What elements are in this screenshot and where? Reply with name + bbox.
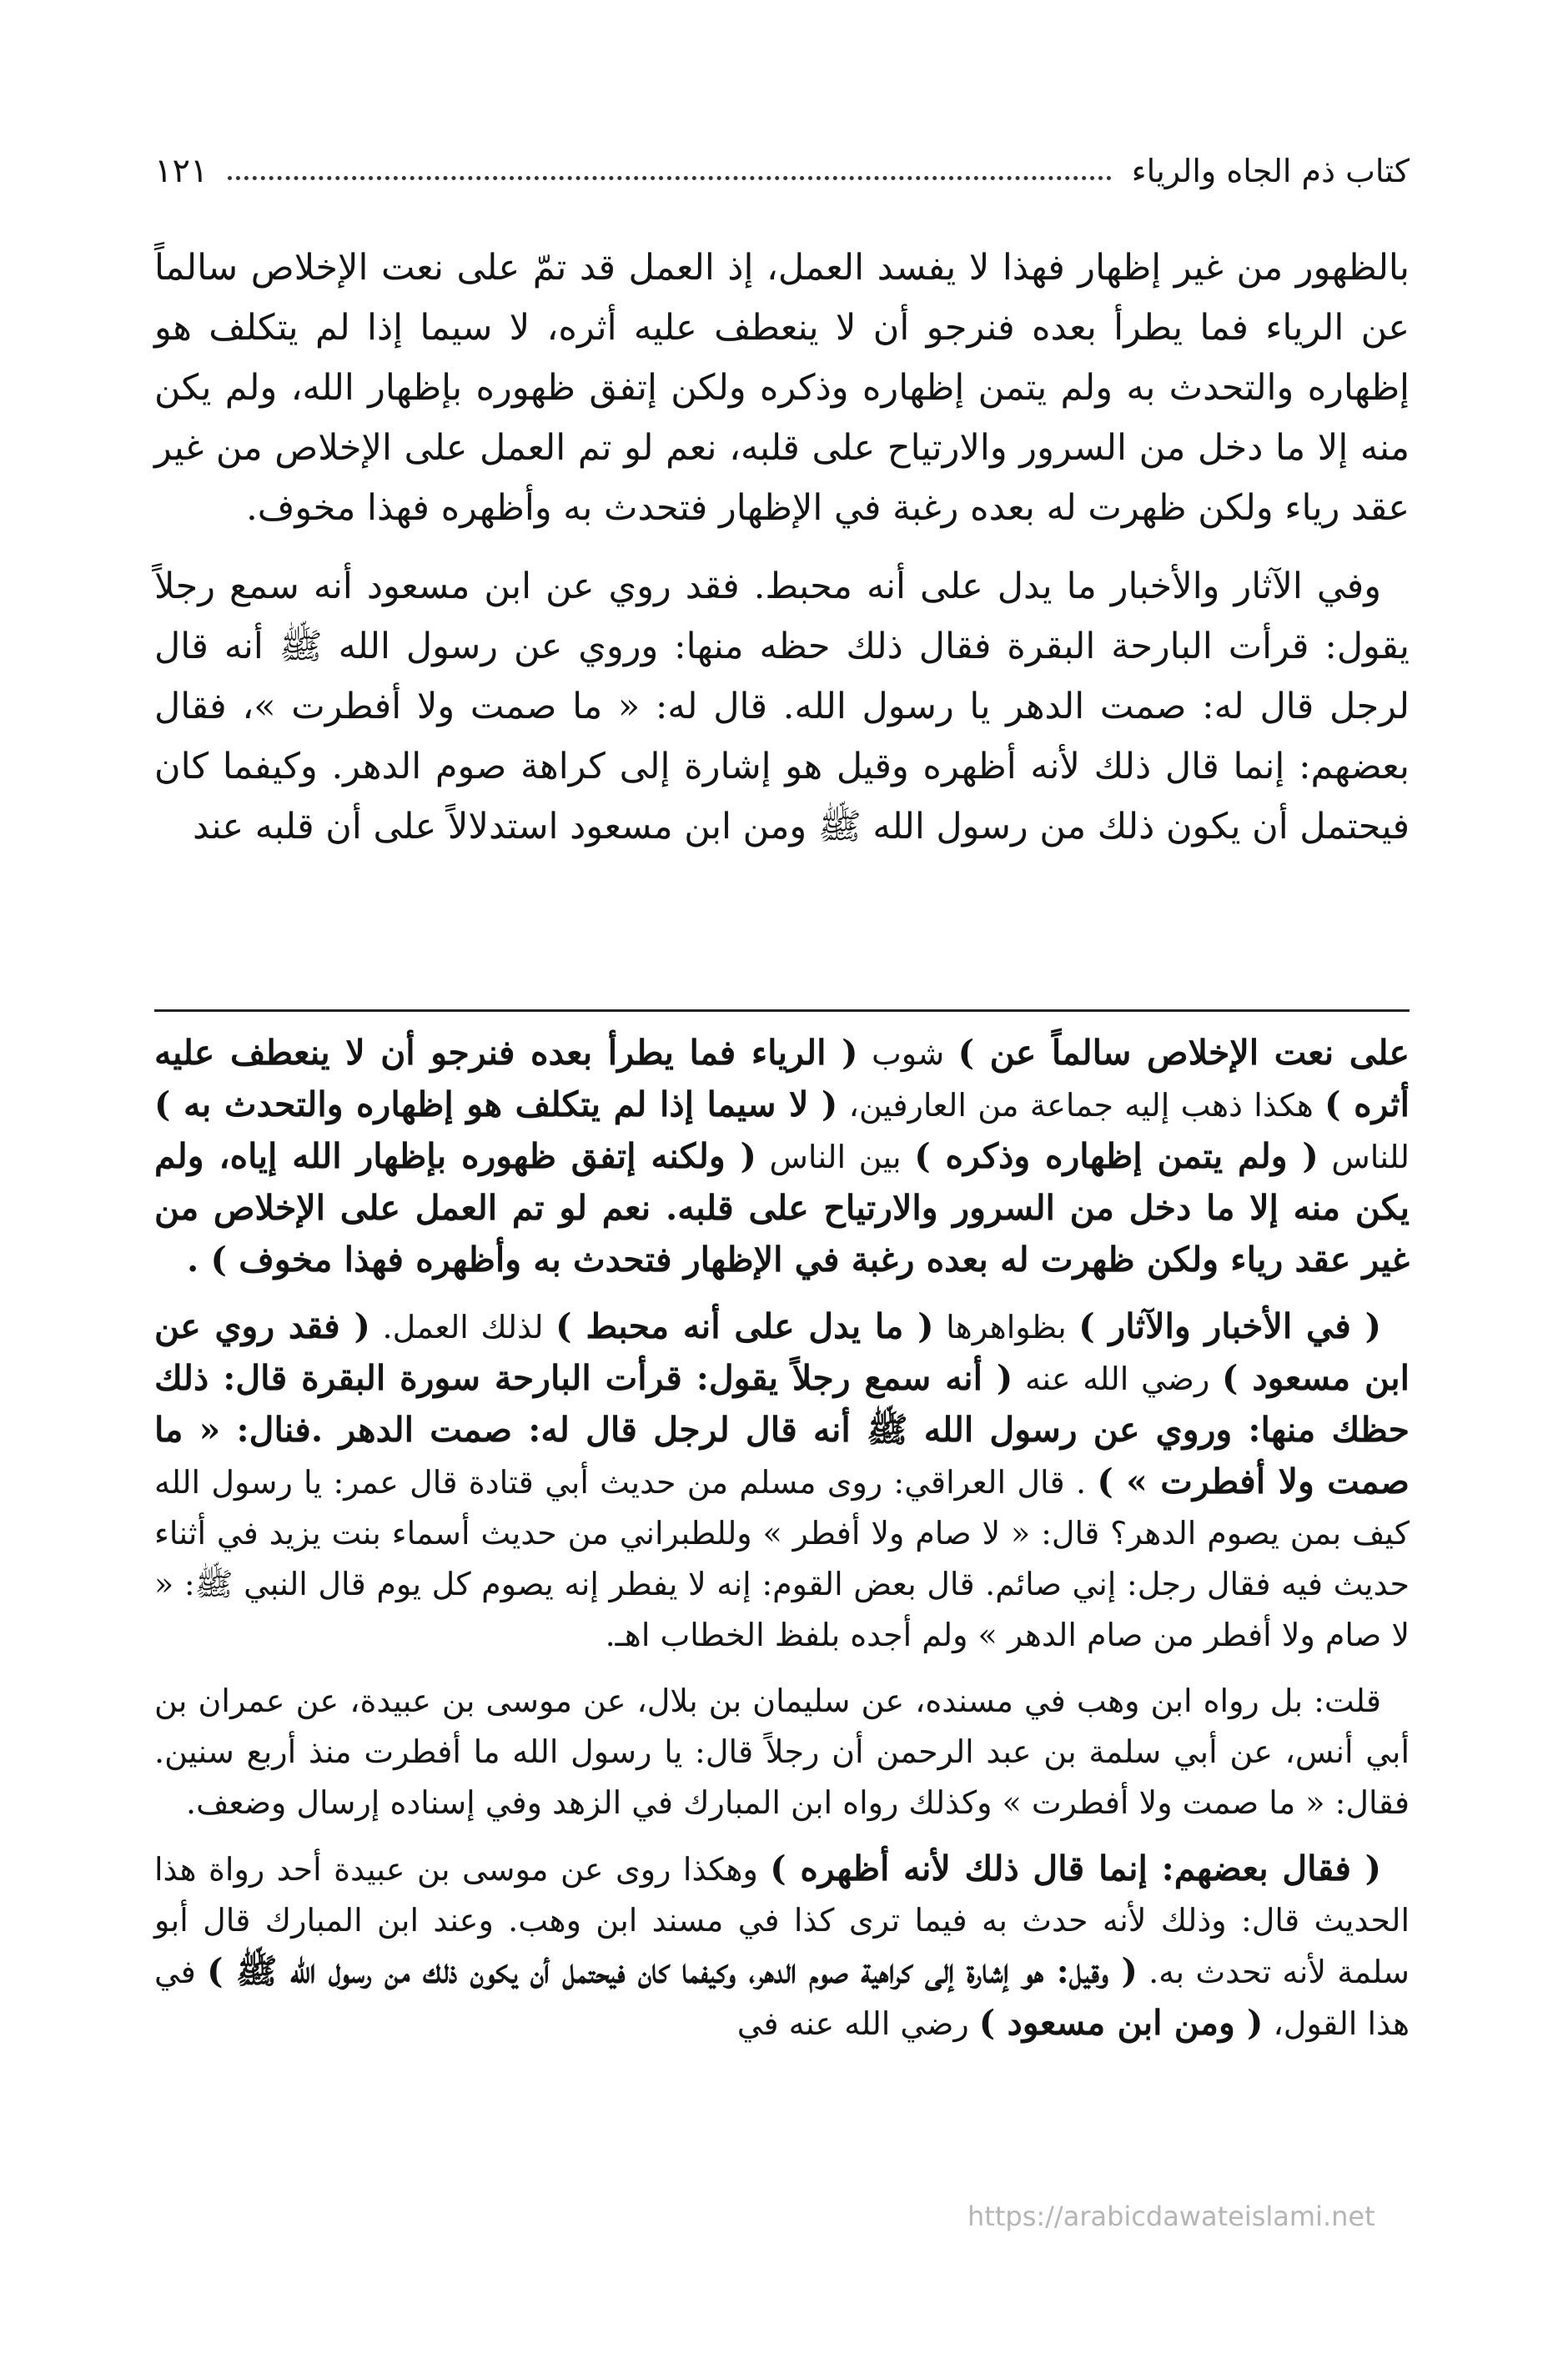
quoted-main-text: ( ولكنه إتفق ظهوره بإظهار الله إياه، ولم يكن منه إلا ما دخل من السرور والارتياح على قلبه. نعم لو تم العمل على الإخلاص من غير عقد رياء ولكن ظهرت له بعده رغبة في الإظهار فتحدث به وأظهره فهذا مخوف ) . (154, 1136, 1410, 1280)
quoted-main-text: ( ما يدل على أنه محبط ) (555, 1306, 934, 1346)
commentary-text: هكذا ذهب إليه جماعة من العارفين، (837, 1087, 1325, 1124)
commentary-paragraph-4 (154, 1843, 1410, 2050)
commentary-text: للناس (1318, 1139, 1410, 1175)
commentary-paragraph-1 (154, 1028, 1410, 1286)
commentary-text: بين الناس (756, 1139, 915, 1175)
quoted-main-text: على نعت الإخلاص سالماً عن ) (957, 1033, 1410, 1073)
watermark-url: https://arabicdawateislami.net (967, 2201, 1375, 2232)
commentary-text: في هذا القول، (154, 1954, 1410, 2042)
quoted-main-text: ( لا سيما إذا لم يتكلف هو إظهاره والتحدث به ) (154, 1084, 838, 1124)
quoted-main-text: ( أنه سمع رجلاً يقول: قرأت البارحة سورة البقرة قال: ذلك حظك منها: وروي عن رسول الله ﷺ أنه قال لرجل قال له: صمت الدهر .فنال: « ما صمت ولا أفطرت » ) (154, 1358, 1410, 1501)
commentary-paragraph-3 (154, 1676, 1410, 1828)
quoted-main-text: ( الرياء فما يطرأ بعده فنرجو أن لا ينعطف عليه أثره ) (154, 1033, 1410, 1124)
quoted-main-text: ( ولم يتمن إظهاره وذكره ) (914, 1136, 1319, 1176)
commentary-text: رضي الله عنه في (736, 2005, 979, 2042)
commentary-paragraph-2 (154, 1301, 1410, 1661)
quoted-main-text: ( فقد روي عن ابن مسعود ) (154, 1306, 1410, 1398)
commentary-text: رضي الله عنه (1013, 1361, 1223, 1397)
commentary-text: قلت: بل رواه ابن وهب في مسنده، عن سليمان بن بلال، عن موسى بن عبيدة، عن عمران بن أبي أنس، عن أبي سلمة بن عبد الرحمن أن رجلاً قال: يا رسول الله ما أفطرت منذ أربع سنين. فقال: « ما صمت ولا أفطرت » وكذلك رواه ابن المبارك في الزهد وفي إسناده إرسال وضعف. (154, 1682, 1410, 1821)
main-paragraph-2: وفي الآثار والأخبار ما يدل على أنه محبط. فقد روي عن ابن مسعود أنه سمع رجلاً يقول: قرأت البارحة البقرة فقال ذلك حظه منها: وروي عن رسول الله ﷺ أنه قال لرجل قال له: صمت الدهر يا رسول الله. قال له: « ما صمت ولا أفطرت »، فقال بعضهم: إنما قال ذلك لأنه أظهره وقيل هو إشارة إلى كراهة صوم الدهر. وكيفما كان فيحتمل أن يكون ذلك من رسول الله ﷺ ومن ابن مسعود استدلالاً على أن قلبه عند (154, 566, 1410, 848)
commentary-text: . قال العراقي: روى مسلم من حديث أبي قتادة قال عمر: يا رسول الله كيف بمن يصوم الدهر؟ قال: « لا صام ولا أفطر » وللطبراني من حديث أسماء بنت يزيد في أثناء حديث فيه فقال رجل: إني صائم. قال بعض القوم: إنه لا يفطر إنه يصوم كل يوم قال النبي ﷺ: « لا صام ولا أفطر من صام الدهر » ولم أجده بلفظ الخطاب اهـ. (154, 1464, 1410, 1653)
main-paragraph-1: بالظهور من غير إظهار فهذا لا يفسد العمل، إذ العمل قد تمّ على نعت الإخلاص سالماً عن الرياء فما يطرأ بعده فنرجو أن لا ينعطف عليه أثره، لا سيما إذا لم يتكلف هو إظهاره والتحدث به ولم يتمن إظهاره وذكره ولكن إتفق ظهوره بإظهار الله، ولم يكن منه إلا ما دخل من السرور والارتياح على قلبه، نعم لو تم العمل على الإخلاص من غير عقد رياء ولكن ظهرت له بعده رغبة في الإظهار فتحدث به وأظهره فهذا مخوف. (154, 247, 1410, 529)
commentary-divider (154, 1009, 1410, 1012)
page-number: ١٢١ (154, 152, 209, 190)
quoted-main-text: ( ومن ابن مسعود ) (978, 2003, 1264, 2043)
commentary-text: شوب (857, 1035, 958, 1072)
commentary (154, 1028, 1410, 2050)
commentary-text: بظواهرها (933, 1309, 1079, 1345)
quoted-main-text: ( وقيل: هو إشارة إلى كراهية صوم الدهر، وكيفما كان فيحتمل أن يكون ذلك من رسول الله ﷺ ) (207, 1951, 1138, 1991)
quoted-main-text: ( في الأخبار والآثار ) (1078, 1306, 1381, 1346)
main-text (154, 238, 1410, 857)
commentary-text: لذلك العمل. (369, 1309, 556, 1345)
quoted-main-text: ( فقال بعضهم: إنما قال ذلك لأنه أظهره ) (770, 1848, 1381, 1889)
commentary-text: وهكذا روى عن موسى بن عبيدة أحد رواة هذا الحديث قال: وذلك لأنه حدث به فيما ترى كذا في مسند ابن وهب. وعند ابن المبارك قال أبو سلمة لأنه تحدث به. (154, 1851, 1410, 1990)
running-header (154, 142, 1410, 200)
chapter-title: كتاب ذم الجاه والرياء (1131, 153, 1410, 189)
header-leader-dots (228, 176, 1111, 180)
